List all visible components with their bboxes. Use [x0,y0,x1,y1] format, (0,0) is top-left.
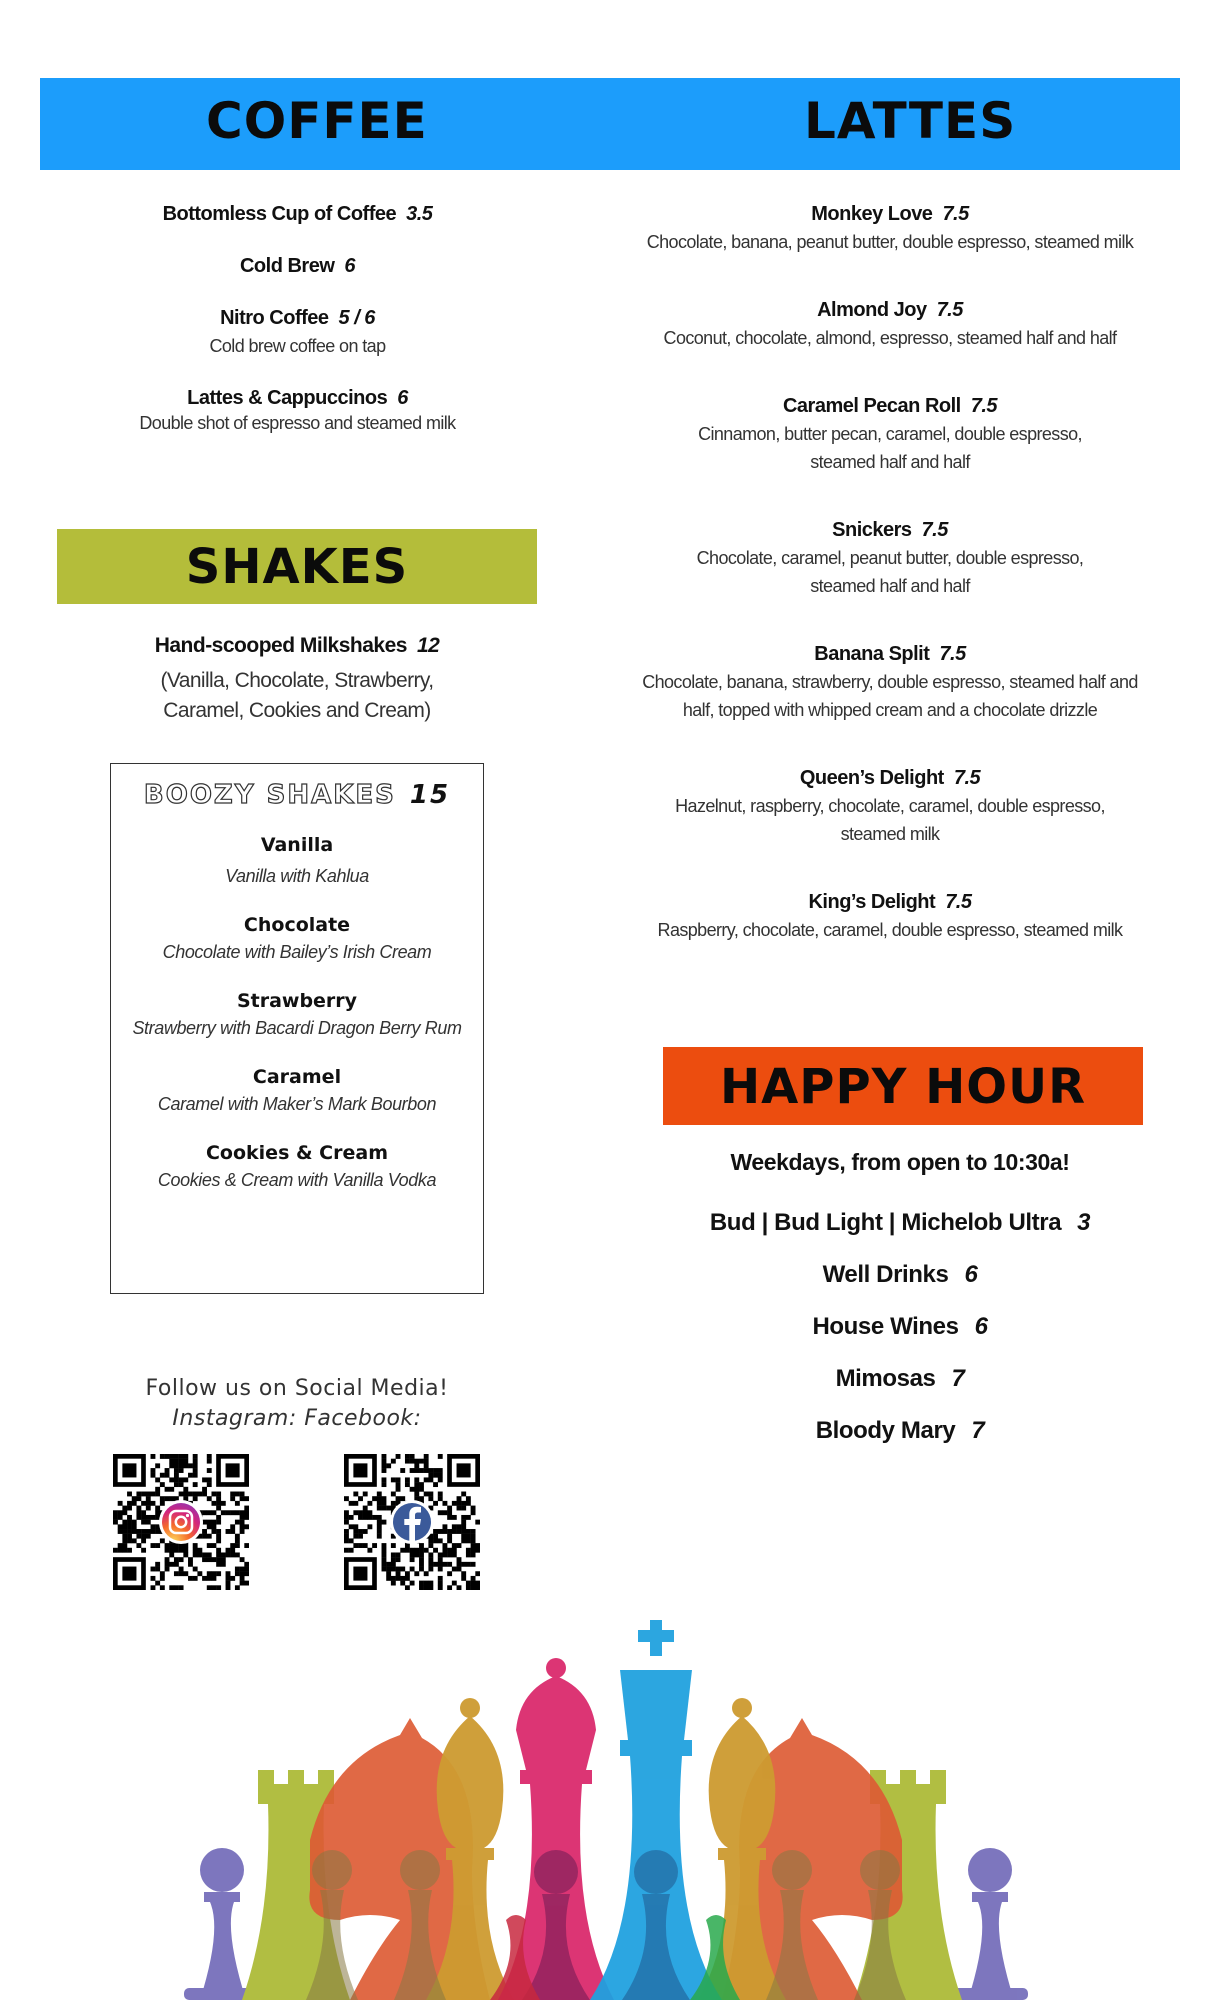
happy-hour-item [640,1208,1160,1238]
item-price: 7.5 [942,203,969,225]
item-price: 3 [1077,1209,1091,1236]
menu-item [40,200,555,228]
happy-hour-item [640,1416,1160,1446]
item-name: Banana Split [814,643,930,665]
instagram-icon [113,1454,249,1590]
item-name: Bud | Bud Light | Michelob Ultra [709,1209,1062,1236]
coffee-lattes-header-band [40,78,1180,170]
item-description-line2: half, topped with whipped cream and a chocolate drizzle [682,700,1098,720]
lattes-section [620,200,1160,984]
item-name: Caramel Pecan Roll [782,395,961,417]
item-price: 6 [344,255,356,277]
item-description: Chocolate, banana, strawberry, double espresso, steamed half and [642,672,1138,692]
boozy-item [111,988,483,1042]
menu-item [620,888,1160,944]
item-name: Cookies & Cream [205,1142,388,1164]
item-name: Caramel [252,1066,342,1088]
item-name: Almond Joy [817,299,927,321]
item-description: (Vanilla, Chocolate, Strawberry, [160,669,434,692]
menu-item [620,200,1160,256]
boozy-item [111,832,483,890]
boozy-shakes-title: BOOZY SHAKES [143,780,396,810]
item-price: 7 [971,1417,985,1444]
boozy-item [111,912,483,966]
item-name: Lattes & Cappuccinos [187,387,388,409]
item-name: Nitro Coffee [220,307,329,329]
lattes-heading: LATTES [804,92,1017,150]
item-name: House Wines [812,1313,959,1340]
item-description: Cookies & Cream with Vanilla Vodka [157,1170,437,1190]
item-price: 6 [397,387,408,409]
item-description: Double shot of espresso and steamed milk [139,413,456,433]
menu-item [620,392,1160,476]
item-description: Chocolate with Bailey’s Irish Cream [162,942,432,962]
social-media-section [57,1374,537,1434]
happy-hour-item [640,1260,1160,1290]
item-price: 7.5 [921,519,948,541]
item-name: Cold Brew [239,255,335,277]
item-description-line2: steamed milk [840,824,940,844]
happy-hour-item [640,1364,1160,1394]
item-name: King’s Delight [808,891,936,913]
shakes-heading: SHAKES [185,539,409,595]
menu-item [40,384,555,434]
shakes-header-band [57,529,537,604]
boozy-item [111,1140,483,1194]
item-description-line2: steamed half and half [810,452,970,472]
item-name: Monkey Love [811,203,933,225]
item-description: Chocolate, banana, peanut butter, double espresso, steamed milk [646,232,1134,252]
coffee-section [40,200,555,458]
instagram-qr-code[interactable] [113,1454,249,1590]
menu-item [620,516,1160,600]
item-price: 6 [964,1261,978,1288]
item-price: 7.5 [939,643,966,665]
happy-hour-item [640,1312,1160,1342]
item-price: 7.5 [953,767,981,789]
item-description: Coconut, chocolate, almond, espresso, steamed half and half [663,328,1117,348]
facebook-icon [344,1454,480,1590]
item-price: 7.5 [945,891,972,913]
boozy-shakes-price: 15 [409,780,451,810]
item-name: Snickers [832,519,912,541]
pawn-icon [952,1848,1028,2000]
menu-item [620,764,1160,848]
pawn-icon [184,1848,260,2000]
chess-pieces-illustration [100,1620,1112,2000]
item-price: 7.5 [936,299,963,321]
item-price: 12 [416,634,440,657]
item-description: Hazelnut, raspberry, chocolate, caramel, double espresso, [675,796,1105,816]
item-description-line2: steamed half and half [810,576,970,596]
happy-hour-heading: HAPPY HOUR [719,1059,1087,1115]
item-description: Chocolate, caramel, peanut butter, double espresso, [696,548,1084,568]
item-description-line2: Caramel, Cookies and Cream) [163,699,431,722]
menu-item [40,252,555,280]
item-description: Cold brew coffee on tap [209,336,386,356]
boozy-shakes-box [110,763,484,1294]
menu-item [40,304,555,360]
item-name: Vanilla [260,834,334,856]
happy-hour-section [640,1146,1160,1468]
milkshake-item [57,632,537,726]
item-name: Hand-scooped Milkshakes [154,634,407,657]
menu-item [620,296,1160,352]
item-price: 6 [974,1313,988,1340]
item-price: 7.5 [970,395,998,417]
happy-hour-times: Weekdays, from open to 10:30a! [730,1149,1070,1175]
item-description: Vanilla with Kahlua [225,866,369,886]
item-description: Raspberry, chocolate, caramel, double espresso, steamed milk [657,920,1123,940]
item-name: Chocolate [243,914,351,936]
item-description: Cinnamon, butter pecan, caramel, double espresso, [698,424,1082,444]
item-name: Well Drinks [822,1261,949,1288]
boozy-item [111,1064,483,1118]
item-name: Mimosas [835,1365,936,1392]
happy-hour-header-band [663,1047,1143,1125]
social-subtitle: Instagram: Facebook: [172,1406,422,1431]
facebook-qr-code[interactable] [344,1454,480,1590]
item-name: Strawberry [236,990,358,1012]
coffee-heading: COFFEE [206,92,428,150]
item-description: Strawberry with Bacardi Dragon Berry Rum [132,1018,462,1038]
item-name: Bloody Mary [815,1417,956,1444]
menu-item [620,640,1160,724]
item-price: 7 [951,1365,965,1392]
item-price: 5 / 6 [338,307,375,329]
item-name: Queen’s Delight [799,767,944,789]
item-name: Bottomless Cup of Coffee [162,203,397,225]
item-description: Caramel with Maker’s Mark Bourbon [157,1094,437,1114]
social-title: Follow us on Social Media! [145,1376,449,1401]
item-price: 3.5 [406,203,433,225]
